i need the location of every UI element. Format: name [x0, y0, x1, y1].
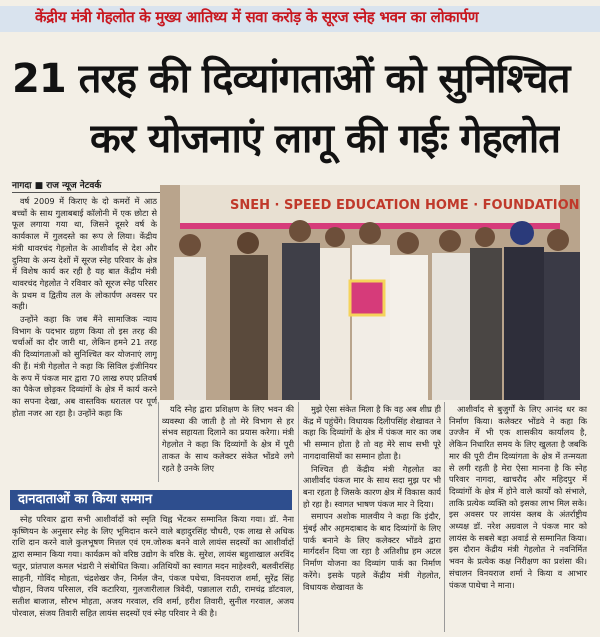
- paragraph: यदि स्नेह द्वारा प्रशिक्षण के लिए भवन की व्यवस्था की जाती है तो मेरे विभाग से हर संभव सहायता दिलाने का प्रयास करेगा। मंत्री गेहलोत ने कहा कि दिव्यांगों के क्षेत्र में पूरी ताकत के साथ कलेक्टर संकेत भोंडवे लगे रहते है उनके लिए: [162, 404, 294, 473]
- headline-line-2: कर योजनाएं लागू की गईः गेहलोत: [90, 116, 560, 162]
- article-column-bottom: [12, 514, 294, 632]
- paragraph: समापन अशोक मालवीय ने कहा कि इंदौर, मुंबई और अहमदाबाद के बाद दिव्यांगों के लिए पार्क बनाने के लिए कलेक्टर भोंडवे द्वारा मार्गदर्शन दिया जा रहा है अतिशीघ्र हम अटल निर्माण योजना का दिव्यांग पार्क का निर्माण करेंगे। इसके पहले केंद्रीय मंत्री गेहलोत, विधायक शेखावत के: [303, 511, 441, 592]
- article-column-left: [12, 196, 157, 480]
- article-column-mid-2: [303, 404, 441, 630]
- byline: नागदा ■ राज न्यूज नेटवर्क: [12, 178, 162, 193]
- column-divider: [158, 402, 159, 482]
- kicker-headline: केंद्रीय मंत्री गेहलोत के मुख्य आतिथ्य में सवा करोड़ के सूरज स्नेह भवन का लोकार्पण: [35, 8, 479, 26]
- paragraph: मुझे ऐसा संकेत मिला है कि वह अब शीघ्र ही केंद्र में पहुंचेंगे। विधायक दिलीपसिंह शेखावत ने कहा कि दिव्यांगों के क्षेत्र में पंकज मार का जब भी सम्मान होता है तो वह मेरे साथ सभी पूरे नागदावासियों का सम्मान होता है।: [303, 404, 441, 461]
- paragraph: उन्होंने कहा कि जब मैंने सामाजिक न्याय विभाग के पदभार ग्रहण किया तो इस तरह की चर्चाओं का दौर जारी था, लेकिन हमने 21 तरह की दिव्यांगताओं को सुनिश्चित कर योजनाएं लागू की हैं। मंत्री गेहलोत ने कहा कि सिविल इंजीनियर के रूप में पंकज मार द्वारा 70 लाख रुपए प्रतिवर्ष का पैकेज छोड़कर दिव्यांगों के क्षेत्र में कार्य करने का सपना देखा, अब वास्तविक धरातल पर पूर्ण होता नजर आ रहा है। उन्होंने कहा कि: [12, 314, 157, 418]
- paragraph: आशीर्वाद से बुजुर्गों के लिए आनंद धर का निर्माण किया। कलेक्टर भोंडवे ने कहा कि उज्जैन में भी एक शासकीय कार्यालय है, लेकिन निधारित समय के लिए खुलता है जबकि मार की पूरी टीम दिव्यांगता के क्षेत्र में तन्मयता से लगी रहती है मेरा ऐसा मानना है कि स्नेह परिवार नागदा, खाचरौद और महिदपुर में दिव्यांगों के क्षेत्र में होने वाले कार्यों को संभाले, ताकि प्रत्येक व्यक्ति को इसका लाभ मिल सके। इस अवसर पर लायंस क्लब के अंतर्राष्ट्रीय अध्यक्ष डॉ. नरेश अग्रवाल ने पंकज मार को लायंस के सबसे बड़ा अवार्ड से सम्मानित किया। इस दौरान केंद्रीय मंत्री गेहलोत ने नवनिर्मित भवन के प्रत्येक कक्ष निरीक्षण का प्रशंसा की। संचालन विनयराज शर्मा ने किया व आभार पंकज पाथेचा ने माना।: [449, 404, 587, 590]
- paragraph: वर्ष 2009 में किराए के दो कमरों में आठ बच्चों के साथ गुलाबबाई कॉलोनी में एक छोटा से फूल लगाया गया था, जिसने दूसरे वर्ष के कार्यकाल में गुलदस्ते का रूप ले लिया। केंद्रीय मंत्री थावरचंद गेहलोत के आशीर्वाद से देश और दुनिया के अन्य देशों में सूरज स्नेह परिवार के क्षेत्र में विशेष कार्य कर रही है यह बात केंद्रीय मंत्री थावरचंद गेहलोत ने रविवार को सूरज स्नेह परिसर के प्रथम व द्वितीय तल के लोकार्पण अवसर पर कही।: [12, 196, 157, 312]
- column-divider: [444, 402, 445, 632]
- article-column-right: [449, 404, 587, 630]
- column-divider: [298, 402, 299, 632]
- event-photo: [160, 185, 580, 400]
- stage-banner-text: SNEH · SPEED EDUCATION HOME · FOUNDATION: [230, 198, 580, 213]
- paragraph: निश्चित ही केंद्रीय मंत्री गेहलोत का आशीर्वाद पंकज मार के साथ सदा मुझ पर भी बना रहता है जिसके कारण क्षेत्र में विकास कार्य हो रहा है। स्वागत भाषण पंकज मार ने दिया।: [303, 463, 441, 509]
- subhead-donors-honored: दानदाताओं का किया सम्मान: [10, 490, 292, 510]
- headline-line-1: 21 तरह की दिव्यांगताओं को सुनिश्चित: [12, 56, 570, 102]
- paragraph: स्नेह परिवार द्वारा सभी आशीर्वादों को स्मृति चिह्न भेंटकर सम्मानित किया गया। डॉ. नैना कृष्णियन के अनुसार स्नेह के लिए भूमिदान करने वाले बहादुरसिंह चौधरी, एक लाख से अधिक राशि दान करने वाले कुलभूषण मित्तल एवं एम.जोरुक बनने वाले लायंस सदस्यों का आशीर्वादों द्वारा सम्मान किया गया। कार्यक्रम को वरिष्ठ उद्योग के वरिष्ठ के. सुरेश, लायंस बहुशाखाल अरविंद चतुर, प्रांतपाल कमल भंडारी ने संबोधित किया। अतिथियों का स्वागत मदन माहेश्वरी, बलवीरसिंह साहनी, गोविंद मोहता, चंद्रशेखर जैन, निर्मल जैन, पंकज पथेचा, विनयराज शर्मा, सुरेंद्र सिंह चौहान, विजय परिसाल, रवि कटारिया, गुलजारीलाल त्रिवेदी, पन्नालाल राठी, रामचंद्र डॉटवाल, सतीश बाजाज, सौरभ मोहता, अजय गरवाल, रवि शर्मा, हरीश तिवारी, सुनील गरवाल, अजय पोरवाल, संजय तिवारी सहित लायंस सदस्यों एवं स्नेह परिवार ने की है।: [12, 514, 294, 618]
- article-column-mid-1: [162, 404, 294, 484]
- event-photo-illustration: [160, 185, 580, 400]
- memento-frame: [350, 281, 384, 315]
